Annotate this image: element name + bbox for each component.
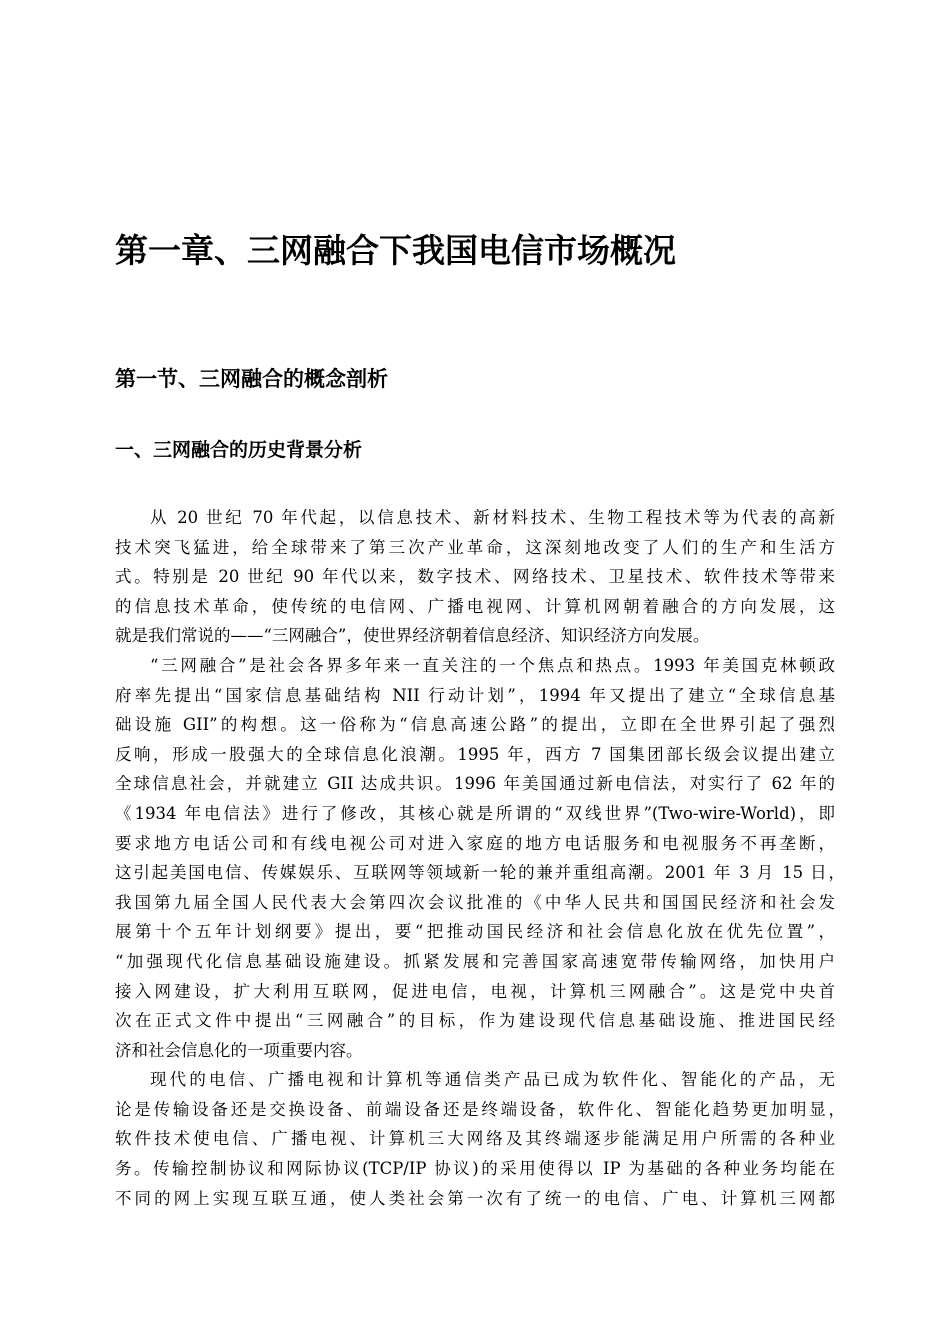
paragraph-line: 反响，形成一股强大的全球信息化浪潮。1995 年，西方 7 国集团部长级会议提出建立 bbox=[115, 744, 835, 764]
section-title: 第一节、三网融合的概念剖析 bbox=[115, 367, 388, 391]
paragraph-line: 全球信息社会，并就建立 GII 达成共识。1996 年美国通过新电信法，对实行了 62 年的 bbox=[115, 774, 835, 794]
paragraph-line: 不同的网上实现互联互通，使人类社会第一次有了统一的电信、广电、计算机三网都 bbox=[115, 1188, 835, 1208]
paragraph-line: 现代的电信、广播电视和计算机等通信类产品已成为软件化、智能化的产品，无 bbox=[150, 1070, 835, 1090]
paragraph-line: 式。特别是 20 世纪 90 年代以来，数字技术、网络技术、卫星技术、软件技术等带来 bbox=[115, 567, 835, 587]
paragraph-line: 就是我们常说的——“三网融合”，使世界经济朝着信息经济、知识经济方向发展。 bbox=[115, 626, 710, 646]
body-text bbox=[115, 503, 845, 1213]
paragraph-line: 府率先提出“国家信息基础结构 NII 行动计划”，1994 年又提出了建立“全球信息基 bbox=[115, 685, 835, 705]
paragraph-line: “加强现代化信息基础设施建设。抓紧发展和完善国家高速宽带传输网络，加快用户 bbox=[115, 951, 835, 971]
paragraph-line: 《1934 年电信法》进行了修改，其核心就是所谓的“双线世界”(Two-wire-World)，即 bbox=[115, 803, 835, 823]
paragraph-line: 次在正式文件中提出“三网融合”的目标，作为建设现代信息基础设施、推进国民经 bbox=[115, 1011, 835, 1031]
subsection-title: 一、三网融合的历史背景分析 bbox=[115, 439, 363, 461]
paragraph-line: 软件技术使电信、广播电视、计算机三大网络及其终端逐步能满足用户所需的各种业 bbox=[115, 1129, 835, 1149]
paragraph-3 bbox=[115, 1065, 845, 1213]
paragraph-line: 济和社会信息化的一项重要内容。 bbox=[115, 1040, 363, 1060]
paragraph-line: 础设施 GII”的构想。这一俗称为“信息高速公路”的提出，立即在全世界引起了强烈 bbox=[115, 715, 835, 735]
chapter-title: 第一章、三网融合下我国电信市场概况 bbox=[115, 231, 676, 270]
paragraph-line: 接入网建设，扩大利用互联网，促进电信，电视，计算机三网融合”。这是党中央首 bbox=[115, 981, 835, 1001]
paragraph-line: 论是传输设备还是交换设备、前端设备还是终端设备，软件化、智能化趋势更加明显， bbox=[115, 1099, 845, 1119]
paragraph-line: 技术突飞猛进，给全球带来了第三次产业革命，这深刻地改变了人们的生产和生活方 bbox=[115, 537, 835, 557]
paragraph-line: “三网融合”是社会各界多年来一直关注的一个焦点和热点。1993 年美国克林顿政 bbox=[150, 655, 835, 675]
paragraph-line: 的信息技术革命，使传统的电信网、广播电视网、计算机网朝着融合的方向发展，这 bbox=[115, 596, 835, 616]
paragraph-2 bbox=[115, 651, 845, 1065]
paragraph-line: 务。传输控制协议和网际协议(TCP/IP 协议)的采用使得以 IP 为基础的各种业务均能在 bbox=[115, 1159, 835, 1179]
paragraph-line: 展第十个五年计划纲要》提出，要“把推动国民经济和社会信息化放在优先位置”， bbox=[115, 922, 835, 942]
paragraph-line: 从 20 世纪 70 年代起，以信息技术、新材料技术、生物工程技术等为代表的高新 bbox=[150, 508, 835, 527]
paragraph-1 bbox=[115, 503, 835, 651]
paragraph-line: 要求地方电话公司和有线电视公司对进入家庭的地方电话服务和电视服务不再垄断， bbox=[115, 833, 835, 853]
paragraph-line: 我国第九届全国人民代表大会第四次会议批准的《中华人民共和国国民经济和社会发 bbox=[115, 892, 835, 912]
paragraph-line: 这引起美国电信、传媒娱乐、互联网等领域新一轮的兼并重组高潮。2001 年 3 月 15 日， bbox=[115, 863, 845, 883]
